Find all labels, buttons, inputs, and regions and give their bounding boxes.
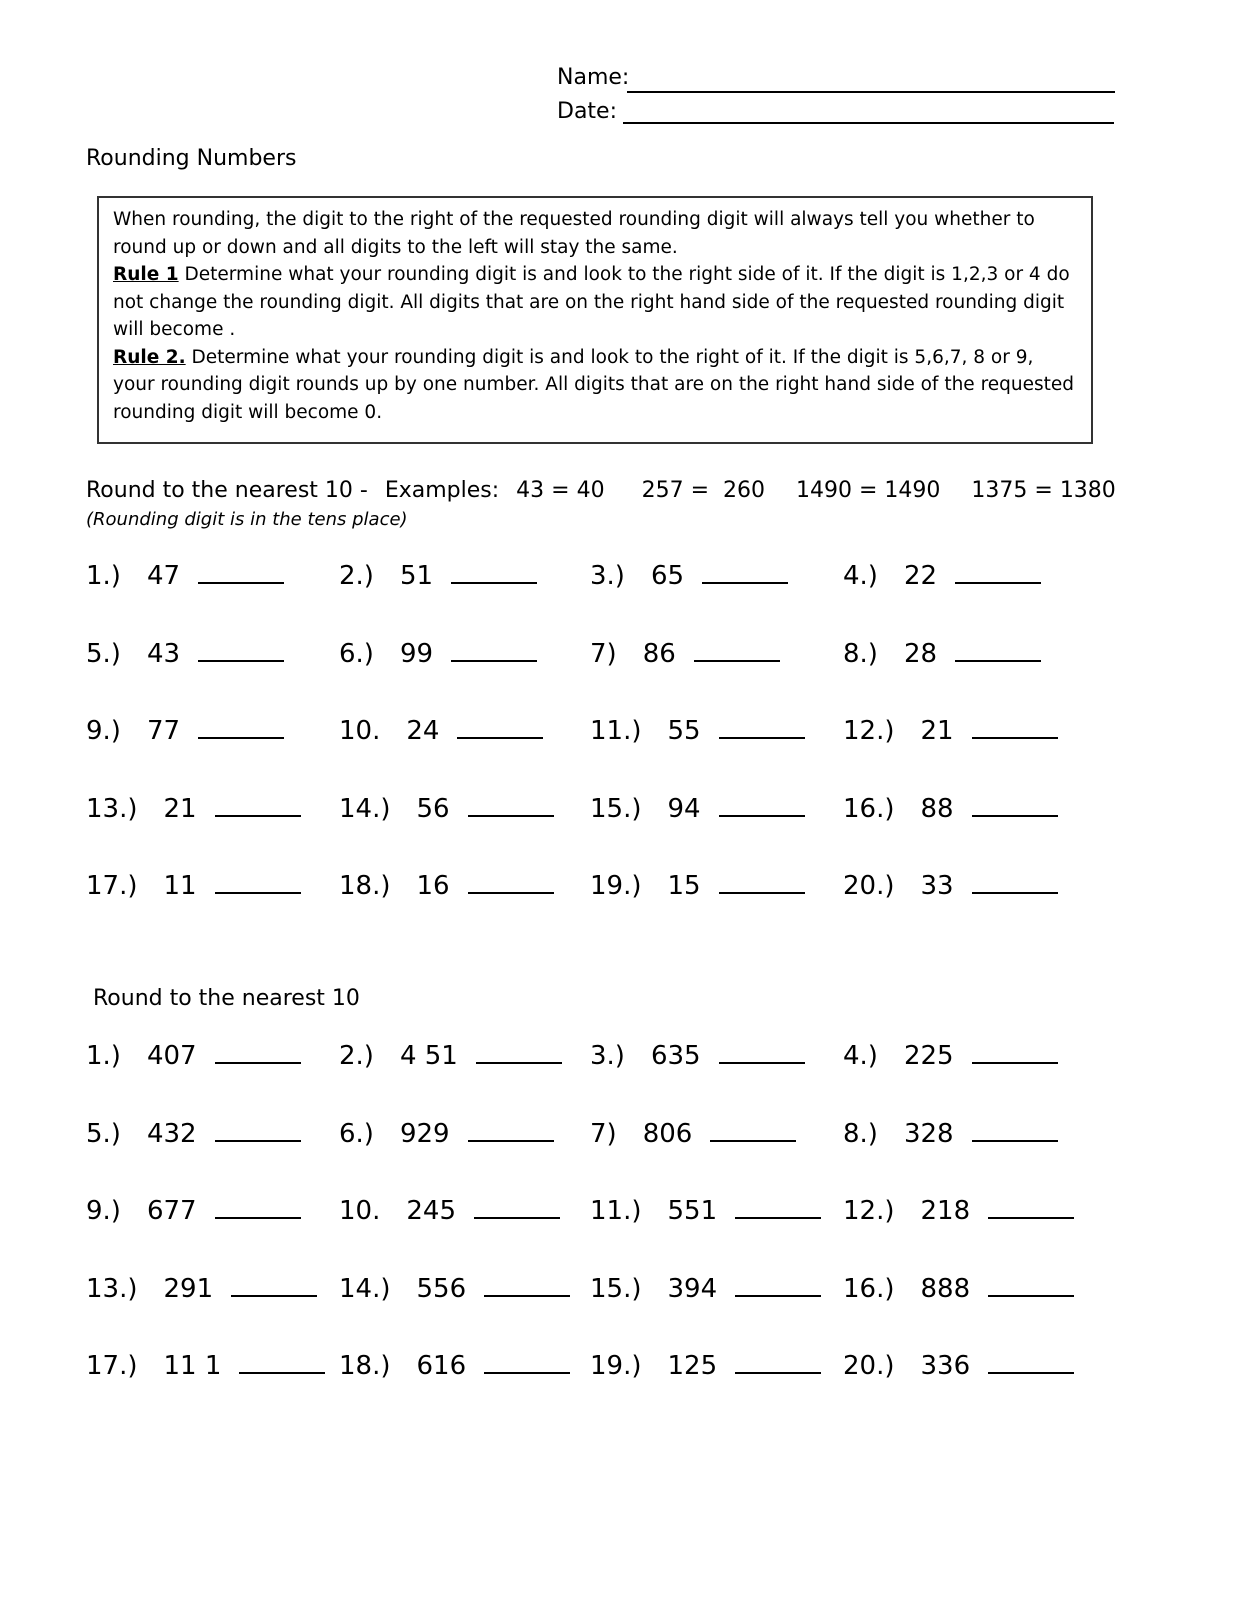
problem-number: 5.) [86,638,121,669]
answer-blank[interactable] [451,560,537,584]
problem-item [843,1195,1074,1227]
answer-blank[interactable] [972,793,1058,817]
rule-1-label: Rule 1 [113,264,179,285]
problem-item [86,1118,301,1150]
problem-number: 15.) [590,1273,642,1304]
problem-number: 10. [339,716,381,746]
problem-value: 556 [416,1273,467,1304]
problem-value: 432 [146,1118,197,1149]
problem-item [843,793,1058,825]
rule-1-text: Determine what your rounding digit is and look to the right side of it. If the digit is 1,2,3 or 4 do not change the rounding digit. All digits that are on the right hand side of the requested rounding digit will become . [113,264,1070,340]
problem-item [843,1040,1058,1072]
problem-value: 28 [903,638,938,669]
problem-item [86,870,301,902]
problem-number: 2.) [339,561,374,591]
section1-heading: Round to the nearest 10 - [86,478,368,503]
problem-number: 5.) [86,1118,121,1149]
answer-blank[interactable] [719,793,805,817]
problem-value: 677 [146,1196,197,1226]
answer-blank[interactable] [972,715,1058,739]
problem-number: 20.) [843,1351,895,1381]
problem-value: 77 [146,716,181,746]
problem-item [590,638,780,670]
problem-number: 1.) [86,561,121,591]
problem-item [590,715,805,747]
rules-intro: When rounding, the digit to the right of the requested rounding digit will always tell you whether to round up or down and all digits to the left will stay the same. [113,209,1035,258]
problem-item [339,638,537,670]
example-4: 1375 = 1380 [971,478,1116,503]
problem-item [86,1040,301,1072]
problem-value: 336 [920,1351,971,1381]
problem-item [86,715,284,747]
answer-blank[interactable] [198,560,284,584]
answer-blank[interactable] [694,638,780,662]
problem-item [339,1273,570,1305]
answer-blank[interactable] [719,1040,805,1064]
problem-value: 4 51 [399,1041,458,1071]
problem-number: 19.) [590,1351,642,1381]
answer-blank[interactable] [972,1118,1058,1142]
answer-blank[interactable] [719,870,805,894]
problem-value: 11 [163,871,197,901]
problem-number: 20.) [843,871,895,901]
problem-number: 8.) [843,1118,878,1149]
rule-1 [113,261,1077,344]
problem-value: 125 [667,1351,718,1381]
problem-value: 47 [146,561,181,591]
problem-value: 291 [163,1273,214,1304]
problem-number: 17.) [86,871,138,901]
answer-blank[interactable] [702,560,788,584]
problem-number: 4.) [843,561,878,591]
answer-blank[interactable] [735,1350,821,1374]
problem-value: 94 [667,793,701,824]
answer-blank[interactable] [988,1273,1074,1297]
problem-item [86,1195,301,1227]
example-3: 1490 = 1490 [796,478,941,503]
answer-blank[interactable] [955,638,1041,662]
problem-value: 551 [667,1196,718,1226]
problem-value: 888 [920,1273,971,1304]
problem-value: 635 [650,1041,701,1071]
problem-number: 9.) [86,1196,121,1226]
problem-item [86,1350,325,1382]
answer-blank[interactable] [988,1195,1074,1219]
answer-blank[interactable] [972,1040,1058,1064]
problem-item [86,1273,317,1305]
problem-number: 8.) [843,638,878,669]
problem-item [339,1350,570,1382]
date-field[interactable] [623,122,1114,124]
problem-number: 11.) [590,716,642,746]
problem-item [339,1195,560,1227]
problem-item [843,1118,1058,1150]
problem-item [843,560,1041,592]
answer-blank[interactable] [215,1195,301,1219]
problem-value: 21 [920,716,954,746]
problem-item [590,870,805,902]
examples-label: Examples: [384,478,500,503]
answer-blank[interactable] [474,1195,560,1219]
problem-item [843,1273,1074,1305]
problem-number: 13.) [86,1273,138,1304]
problem-value: 218 [920,1196,971,1226]
problem-value: 245 [406,1196,456,1226]
answer-blank[interactable] [239,1350,325,1374]
answer-blank[interactable] [988,1350,1074,1374]
problem-value: 33 [920,871,954,901]
rule-2-label: Rule 2. [113,346,186,368]
problem-value: 407 [146,1041,197,1071]
answer-blank[interactable] [484,1350,570,1374]
problem-item [339,1040,562,1072]
section1-note: (Rounding digit is in the tens place) [86,509,408,530]
problem-number: 10. [339,1196,381,1226]
answer-blank[interactable] [468,1118,554,1142]
problem-number: 2.) [339,1041,374,1071]
problem-item [590,1350,821,1382]
problem-value: 15 [667,871,701,901]
answer-blank[interactable] [451,638,537,662]
problem-number: 18.) [339,1351,391,1381]
problem-number: 1.) [86,1041,121,1071]
problem-value: 11 1 [163,1351,222,1381]
problem-value: 328 [903,1118,954,1149]
problem-value: 56 [416,793,450,824]
problem-item [843,715,1058,747]
problem-value: 43 [146,638,181,669]
date-label: Date: [557,99,617,124]
problem-number: 19.) [590,871,642,901]
problem-number: 14.) [339,1273,391,1304]
problem-item [86,793,301,825]
problem-value: 65 [650,561,685,591]
name-field[interactable] [627,91,1115,93]
problem-value: 616 [416,1351,467,1381]
problem-item [843,870,1058,902]
problem-number: 13.) [86,793,138,824]
problem-value: 86 [642,638,676,669]
problem-number: 16.) [843,1273,895,1304]
name-label: Name: [557,65,630,90]
answer-blank[interactable] [468,793,554,817]
answer-blank[interactable] [735,1273,821,1297]
answer-blank[interactable] [476,1040,562,1064]
problem-item [86,560,284,592]
answer-blank[interactable] [215,793,301,817]
answer-blank[interactable] [198,715,284,739]
problem-item [590,1118,796,1150]
problem-item [339,560,537,592]
problem-number: 7) [590,638,617,669]
problem-value: 99 [399,638,434,669]
answer-blank[interactable] [468,870,554,894]
problem-number: 14.) [339,793,391,824]
answer-blank[interactable] [215,1118,301,1142]
problem-number: 7) [590,1118,617,1149]
problem-value: 225 [903,1041,954,1071]
answer-blank[interactable] [735,1195,821,1219]
problem-number: 18.) [339,871,391,901]
answer-blank[interactable] [231,1273,317,1297]
problem-number: 3.) [590,561,625,591]
problem-number: 4.) [843,1041,878,1071]
problem-number: 3.) [590,1041,625,1071]
problem-number: 6.) [339,638,374,669]
problem-number: 15.) [590,793,642,824]
problem-item [843,1350,1074,1382]
problem-item [590,560,788,592]
answer-blank[interactable] [710,1118,796,1142]
example-2: 257 = 260 [641,478,765,503]
page-title: Rounding Numbers [86,146,297,171]
answer-blank[interactable] [719,715,805,739]
problem-value: 21 [163,793,197,824]
problem-number: 11.) [590,1196,642,1226]
problem-item [590,793,805,825]
problem-value: 394 [667,1273,718,1304]
problem-value: 806 [642,1118,693,1149]
rule-2-text: Determine what your rounding digit is and look to the right of it. If the digit is 5,6,7, 8 or 9, your rounding digit rounds up by one number. All digits that are on the right hand side of the requested rounding digit will become 0. [113,346,1075,423]
answer-blank[interactable] [955,560,1041,584]
problem-number: 17.) [86,1351,138,1381]
answer-blank[interactable] [215,870,301,894]
example-1: 43 = 40 [516,478,605,503]
answer-blank[interactable] [215,1040,301,1064]
problem-item [86,638,284,670]
problem-item [843,638,1041,670]
problem-item [339,715,543,747]
problem-number: 16.) [843,793,895,824]
section2-heading: Round to the nearest 10 [93,986,360,1011]
answer-blank[interactable] [972,870,1058,894]
problem-item [339,1118,554,1150]
problem-number: 12.) [843,1196,895,1226]
problem-value: 24 [406,716,440,746]
problem-item [339,793,554,825]
problem-number: 6.) [339,1118,374,1149]
problem-value: 16 [416,871,450,901]
problem-value: 22 [903,561,938,591]
answer-blank[interactable] [198,638,284,662]
answer-blank[interactable] [457,715,543,739]
answer-blank[interactable] [484,1273,570,1297]
problem-item [590,1273,821,1305]
problem-value: 929 [399,1118,450,1149]
problem-number: 9.) [86,716,121,746]
rule-2 [113,344,1077,427]
problem-number: 12.) [843,716,895,746]
problem-item [590,1040,805,1072]
section1-heading-row [86,478,1116,503]
problem-value: 88 [920,793,954,824]
problem-value: 55 [667,716,701,746]
problem-value: 51 [399,561,434,591]
problem-item [339,870,554,902]
rules-box [97,196,1093,444]
problem-item [590,1195,821,1227]
